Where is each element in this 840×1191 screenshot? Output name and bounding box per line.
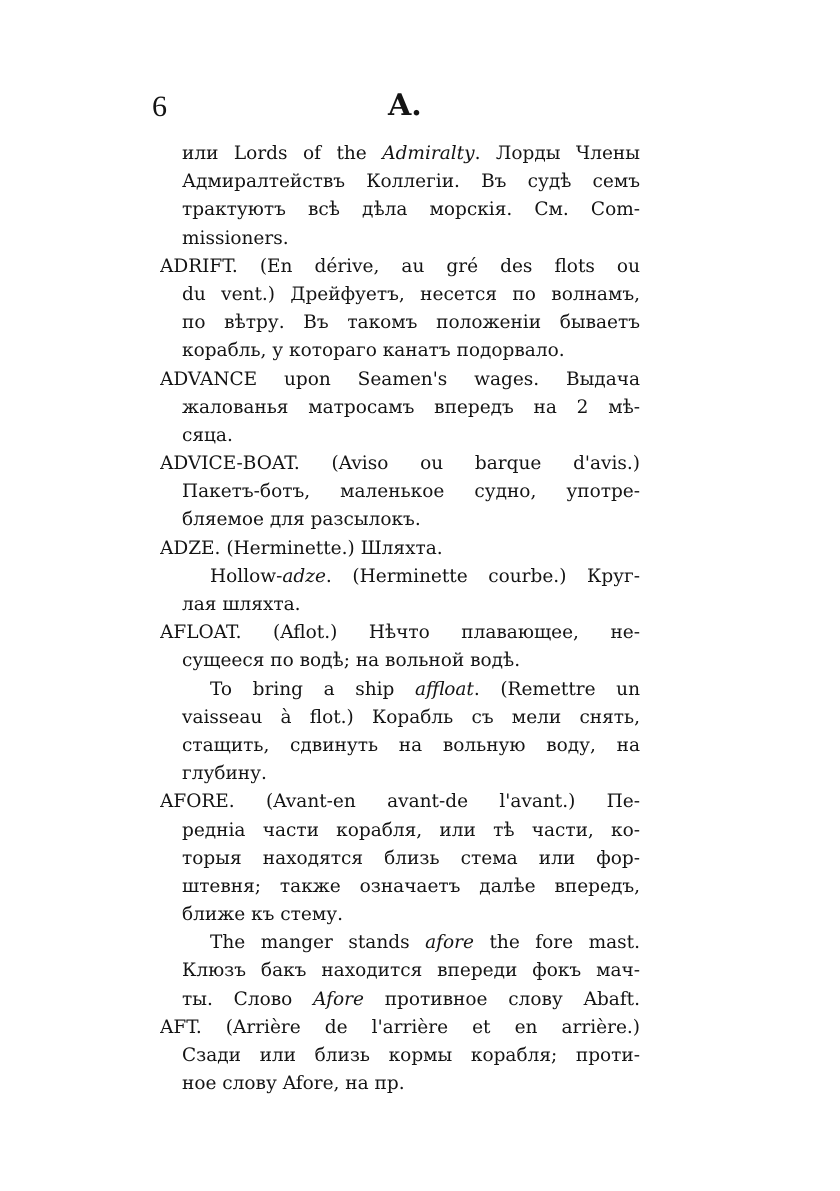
entry-headword-line (160, 619, 640, 647)
text-line (160, 817, 640, 845)
entry-headword-line (160, 788, 640, 816)
dictionary-text (160, 140, 640, 1098)
text-span: Клюзъ бакъ находится впереди фокъ мач- (182, 960, 640, 982)
text-span: штевня; также означаетъ далѣе впередъ, (182, 875, 640, 897)
text-span: ты. Слово (182, 988, 314, 1010)
text-span: AFLOAT. (Aflot.) Нѣчто плавающее, не- (160, 622, 640, 644)
entry-headword-line (160, 450, 640, 478)
text-line (160, 986, 640, 1014)
text-span: ное слову Afore, на пр. (182, 1073, 405, 1095)
text-line (160, 506, 640, 534)
text-span: ADVICE-BOAT. (Aviso ou barque d'avis.) (160, 453, 640, 475)
text-span: торыя находятся близь стема или фор- (182, 847, 640, 869)
text-span: жалованья матросамъ впередъ на 2 мѣ- (182, 396, 640, 418)
italic-term: afore (425, 932, 474, 954)
text-span: ADZE. (Herminette.) Шляхта. (160, 537, 443, 559)
text-line (160, 168, 640, 196)
text-span: трактуютъ всѣ дѣла морскія. См. Com- (182, 199, 640, 221)
text-span: или Lords of the (182, 143, 383, 164)
text-span: ADRIFT. (En dérive, au gré des flots ou (160, 255, 640, 277)
text-line (160, 1070, 640, 1098)
italic-term: Afore (313, 988, 364, 1010)
text-span: корабль, у котораго канатъ подорвало. (182, 340, 565, 362)
text-span: Сзади или близь кормы корабля; проти- (182, 1045, 640, 1066)
text-line (160, 732, 640, 760)
text-span: missioners. (182, 227, 289, 249)
text-span: Адмиралтействъ Коллегіи. Въ судѣ семъ (182, 171, 640, 193)
text-span: AFT. (Arrière de l'arrière et en arrière.) (160, 1016, 640, 1038)
text-span: vaisseau à flot.) Корабль съ мели снять, (182, 706, 640, 728)
text-span: сяца. (182, 424, 233, 446)
text-line (160, 1042, 640, 1070)
text-span: редніа части корабля, или тѣ части, ко- (182, 819, 640, 841)
text-line (160, 873, 640, 901)
text-span: стащить, сдвинуть на вольную воду, на (182, 734, 640, 756)
text-span: AFORE. (Avant-en avant-de l'avant.) Пе- (160, 791, 640, 813)
text-line (160, 676, 640, 704)
text-span: . (Herminette courbe.) Круг- (325, 565, 640, 587)
text-line (160, 929, 640, 957)
text-line (160, 309, 640, 337)
text-line (160, 281, 640, 309)
text-span: . (Remettre un (473, 678, 640, 700)
section-letter: A. (388, 88, 422, 123)
text-span: . Лорды Члены (474, 143, 640, 164)
text-span: ADVANCE upon Seamen's wages. Выдача (160, 368, 640, 390)
text-line (160, 760, 640, 788)
text-line (160, 845, 640, 873)
entry-headword-line (160, 366, 640, 394)
text-line (160, 422, 640, 450)
text-span: The manger stands (210, 932, 426, 954)
entry-headword-line (160, 535, 640, 563)
page-header (0, 82, 840, 132)
text-span: To bring a ship (210, 678, 415, 700)
text-span: по вѣтру. Въ такомъ положеніи бываетъ (182, 312, 640, 334)
italic-term: affloat (414, 678, 474, 700)
text-span: противное слову Abaft. (363, 988, 640, 1010)
text-line (160, 337, 640, 365)
text-span: сущееся по водѣ; на вольной водѣ. (182, 650, 521, 672)
text-line (160, 704, 640, 732)
text-span: ближе къ стему. (182, 904, 343, 926)
text-span: the fore mast. (473, 932, 640, 954)
entry-headword-line (160, 253, 640, 281)
italic-term: adze (282, 565, 326, 587)
text-line (160, 394, 640, 422)
text-line (160, 225, 640, 253)
text-span: лая шляхта. (182, 594, 301, 615)
text-line (160, 563, 640, 591)
text-span: Hollow- (210, 565, 283, 587)
text-span: бляемое для разсылокъ. (182, 509, 421, 531)
text-line (160, 647, 640, 675)
text-line (160, 140, 640, 168)
text-line (160, 478, 640, 506)
text-line (160, 196, 640, 224)
text-span: Пакетъ-ботъ, маленькое судно, употре- (182, 481, 640, 503)
text-line (160, 591, 640, 619)
text-span: du vent.) Дрейфуетъ, несется по волнамъ, (182, 283, 640, 305)
text-line (160, 901, 640, 929)
text-line (160, 957, 640, 985)
italic-term: Admiralty (382, 143, 475, 164)
text-span: глубину. (182, 763, 267, 785)
page-number: 6 (152, 90, 167, 123)
entry-headword-line (160, 1014, 640, 1042)
